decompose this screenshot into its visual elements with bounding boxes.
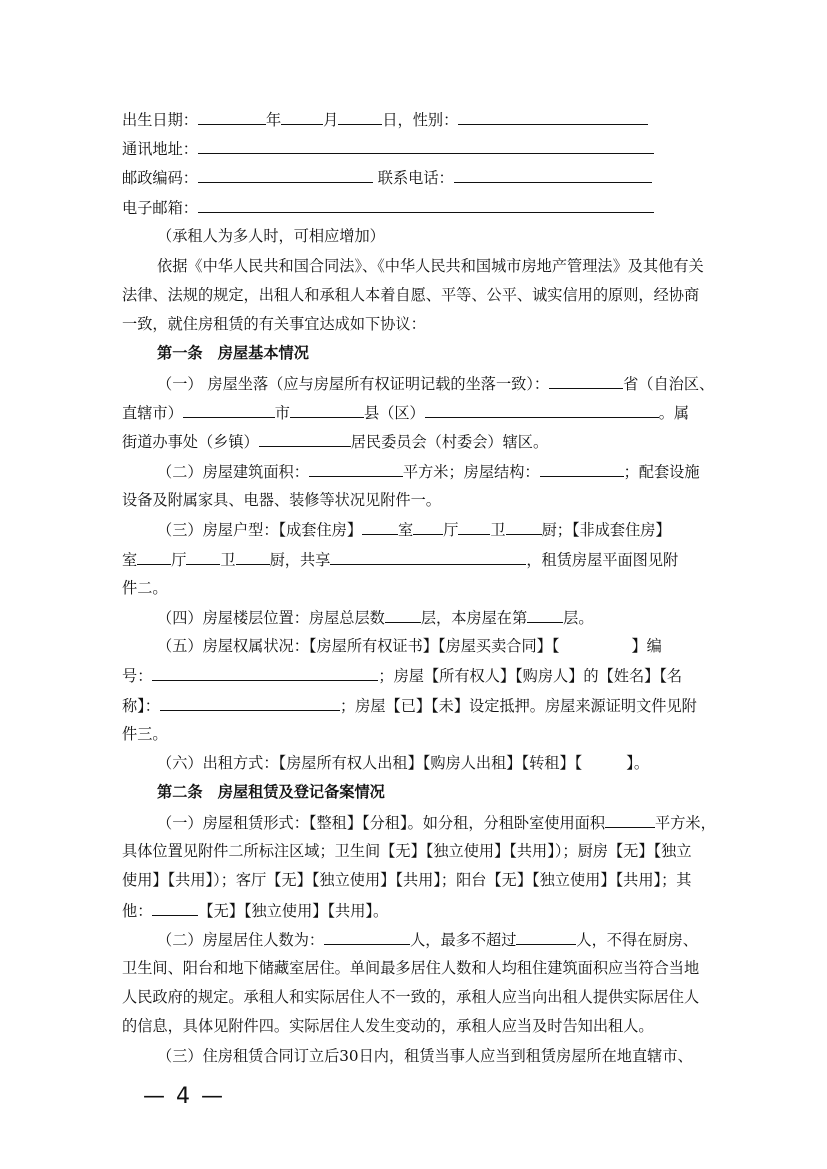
bedroom-area-field[interactable] (605, 812, 655, 828)
bath-label: 卫 (490, 521, 506, 539)
year-label: 年 (265, 111, 282, 129)
occupants-line-4: 的信息，具体见附件四。实际居住人发生变动的，承租人应当及时告知出租人。 (122, 1017, 654, 1035)
province-field[interactable] (549, 373, 623, 389)
phone-field[interactable] (454, 167, 652, 183)
room-label-2: 室 (122, 551, 138, 569)
location-line-1 (157, 373, 714, 394)
occupants-restriction: 人，不得在厨房、 (576, 931, 698, 949)
registration-line-1: （三）住房租赁合同订立后30日内，租赁当事人应当到租赁房屋所在地直辖市、 (157, 1047, 693, 1065)
basis-line-2: 法律、法规的规定，出租人和承租人本着自愿、平等、公平、诚实信用的原则，经协商 (122, 286, 700, 304)
city-field[interactable] (183, 402, 275, 418)
month-label: 月 (323, 111, 339, 129)
location-label: （一） 房屋坐落（应与房屋所有权证明记载的坐落一致）： (157, 375, 550, 393)
attachment-2-line: 件二。 (122, 579, 168, 597)
gender-label: 日，性别： (382, 111, 459, 129)
occupants-field[interactable] (324, 929, 410, 945)
province-label: 省（自治区、 (623, 375, 715, 393)
number-label: 】编 (631, 637, 662, 655)
committee-label: 居民委员会（村委会）辖区。 (350, 433, 549, 451)
halls-field[interactable] (413, 519, 443, 535)
layout-line-2 (122, 549, 678, 570)
address-label: 通讯地址： (122, 140, 198, 158)
total-floors-label: （四）房屋楼层位置：房屋总层数 (157, 609, 385, 627)
lease-form-line-2: 具体位置见附件二所标注区域；卫生间【无】【独立使用】【共用】）；厨房【无】【独立 (122, 842, 692, 860)
ownership-line-3 (122, 695, 697, 716)
area-label: （二）房屋建筑面积： (157, 463, 309, 481)
rooms-field[interactable] (362, 519, 398, 535)
owner-name-field[interactable] (160, 695, 340, 711)
max-occupants-label: 人，最多不超过 (410, 931, 517, 949)
gender-field[interactable] (458, 109, 648, 125)
kitchens-field[interactable] (506, 519, 542, 535)
location-line-3 (122, 431, 548, 452)
ownership-label: （五）房屋权属状况：【房屋所有权证书】【房屋买卖合同】【 (157, 637, 560, 655)
birth-date-line (122, 109, 648, 130)
article-2-heading: 第二条 房屋租赁及登记备案情况 (157, 783, 385, 801)
facilities-line: 设备及附属家具、电器、装修等状况见附件一。 (122, 491, 441, 509)
occupants-line-3: 人民政府的规定。承租人和实际居住人不一致的，承租人应当向出租人提供实际居住人 (122, 988, 700, 1006)
structure-label: 平方米；房屋结构： (402, 463, 540, 481)
room-label: 室 (398, 521, 414, 539)
subdistrict-field[interactable] (259, 431, 351, 447)
area-field[interactable] (309, 461, 403, 477)
floor-line (157, 607, 594, 628)
address-line (122, 138, 654, 159)
number-prefix: 号： (122, 667, 153, 685)
floorplan-label: ，租赁房屋平面图见附 (526, 551, 679, 569)
occupants-line-2: 卫生间、阳台和地下储藏室居住。单间最多居住人数和人均租住建筑面积应当符合当地 (122, 959, 700, 977)
structure-field[interactable] (540, 461, 624, 477)
birth-day-field[interactable] (338, 109, 382, 125)
street-address-field[interactable] (425, 402, 659, 418)
floor-number-label: 层，本房屋在第 (420, 609, 528, 627)
basis-line-3: 一致，就住房租赁的有关事宜达成如下协议： (122, 315, 426, 333)
birth-date-label: 出生日期： (122, 111, 198, 129)
city-label: 市 (274, 404, 290, 422)
floor-number-field[interactable] (527, 607, 563, 623)
shared-label: 厨，共享 (269, 551, 331, 569)
lease-form-line-3: 使用】【共用】）；客厅【无】【独立使用】【共用】；阳台【无】【独立使用】【共用】；其 (122, 871, 692, 889)
article-1-heading: 第一条 房屋基本情况 (157, 344, 309, 362)
baths-field-2[interactable] (236, 549, 270, 565)
county-label: 县（区） (363, 404, 425, 422)
postcode-phone-line (122, 167, 652, 188)
max-occupants-field[interactable] (516, 929, 576, 945)
rental-method-close: 】。 (626, 754, 650, 772)
occupants-label: （二）房屋居住人数为： (157, 931, 325, 949)
rooms-field-2[interactable] (137, 549, 171, 565)
attachment-3-line: 件三。 (122, 725, 168, 743)
rental-method-label: （六）出租方式：【房屋所有权人出租】【购房人出租】【转租】【 (157, 754, 583, 772)
municipality-label: 直辖市） (122, 404, 183, 422)
certificate-number-field[interactable] (152, 665, 378, 681)
layout-label: （三）房屋户型：【成套住房】 (157, 521, 363, 539)
multi-tenant-note: （承租人为多人时，可相应增加） (157, 227, 385, 245)
location-line-2 (122, 402, 689, 423)
layout-line-1 (157, 519, 671, 540)
email-label: 电子邮箱： (122, 199, 198, 217)
kitchen-label: 厨；【非成套住房】 (541, 521, 671, 539)
floor-suffix: 层。 (563, 609, 594, 627)
halls-field-2[interactable] (186, 549, 220, 565)
sqm-label: 平方米， (655, 814, 716, 832)
ownership-line-2 (122, 665, 682, 686)
other-field[interactable] (152, 900, 198, 916)
other-label: 他： (122, 902, 153, 920)
ownership-line-1 (157, 636, 662, 656)
hall-label: 厅 (443, 521, 459, 539)
lease-form-label: （一）房屋租赁形式：【整租】【分租】。如分租，分租卧室使用面积 (157, 814, 606, 832)
other-options: 【无】【独立使用】【共用】。 (198, 902, 389, 920)
bath-label-2: 卫 (220, 551, 236, 569)
occupants-line-1 (157, 929, 698, 950)
basis-line-1: 依据《中华人民共和国合同法》、《中华人民共和国城市房地产管理法》及其他有关 (157, 257, 704, 275)
owner-label: ；房屋【所有权人】【购房人】的【姓名】【名 (378, 667, 683, 685)
subdistrict-label: 街道办事处（乡镇） (122, 433, 259, 451)
name-prefix: 称】： (122, 697, 160, 715)
birth-year-field[interactable] (198, 109, 266, 125)
lease-form-line-1 (157, 812, 716, 833)
hall-label-2: 厅 (171, 551, 187, 569)
baths-field[interactable] (458, 519, 490, 535)
lease-form-line-4 (122, 900, 388, 921)
area-structure-line (157, 461, 700, 482)
county-field[interactable] (290, 402, 364, 418)
postcode-field[interactable] (198, 167, 373, 183)
email-field[interactable] (198, 197, 654, 213)
postcode-label: 邮政编码： (122, 169, 198, 187)
birth-month-field[interactable] (281, 109, 323, 125)
total-floors-field[interactable] (385, 607, 421, 623)
belongs-label: 。属 (658, 404, 690, 422)
mortgage-label: ；房屋【已】【未】设定抵押。房屋来源证明文件见附 (339, 697, 697, 715)
shared-field[interactable] (330, 549, 526, 565)
address-field[interactable] (198, 138, 654, 154)
page-number: — 4 — (143, 1084, 225, 1109)
rental-method-line (157, 753, 649, 773)
phone-label: 联系电话： (372, 169, 454, 187)
facilities-label: ；配套设施 (623, 463, 700, 481)
email-line (122, 197, 654, 218)
